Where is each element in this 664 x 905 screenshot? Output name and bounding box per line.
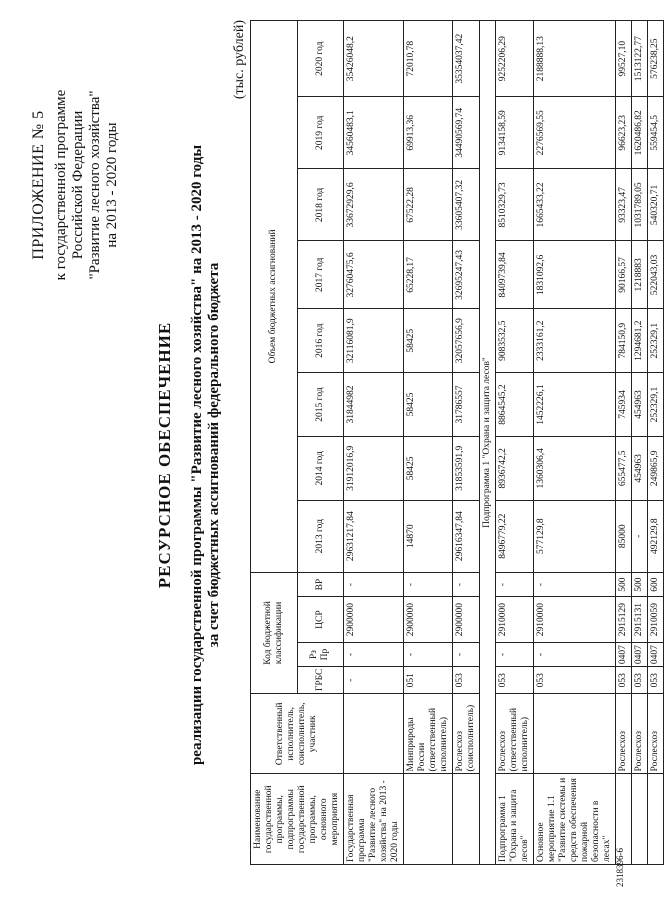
grbs-cell: 053	[632, 667, 648, 694]
amount-cell: 1831092,6	[534, 241, 616, 309]
table-row	[453, 21, 480, 865]
amount-cell: 492129,8	[648, 500, 664, 572]
header-year: 2019 год	[297, 97, 344, 169]
amount-cell: 8936742,2	[496, 436, 534, 500]
header-grbs: ГРБС	[297, 667, 344, 694]
csr-cell: 2910000	[496, 597, 534, 642]
grbs-cell: 053	[453, 667, 480, 694]
executor-cell: Минприроды России (ответственный исполнитель)	[404, 694, 453, 774]
amount-cell: 784150,9	[616, 309, 632, 373]
header-year: 2015 год	[297, 373, 344, 437]
table-row	[344, 21, 404, 865]
amount-cell: 576238,25	[648, 21, 664, 97]
header-year: 2020 год	[297, 21, 344, 97]
amount-cell: 32116081,9	[344, 309, 404, 373]
amount-cell: 33605407,32	[453, 169, 480, 241]
grbs-cell: 053	[534, 667, 616, 694]
amount-cell: 31844982	[344, 373, 404, 437]
vr-cell: -	[453, 572, 480, 597]
amount-cell: 31853591,9	[453, 436, 480, 500]
document-title: РЕСУРСНОЕ ОБЕСПЕЧЕНИЕ	[155, 321, 174, 589]
vr-cell: -	[344, 572, 404, 597]
amount-cell: 2333161,2	[534, 309, 616, 373]
header-name: Наименование государственной программы, подпрограммы государственной программы, основного мероприятия	[251, 774, 344, 865]
header-amount-group: Объем бюджетных ассигнований	[251, 21, 298, 573]
amount-cell: 99527,10	[616, 21, 632, 97]
grbs-cell: 051	[404, 667, 453, 694]
name-cell: Подпрограмма 1 "Охрана и защита лесов"	[496, 774, 534, 865]
amount-cell: 32760475,6	[344, 241, 404, 309]
vr-cell: 600	[648, 572, 664, 597]
amount-cell: 35426048,2	[344, 21, 404, 97]
amount-cell: 1031789,05	[632, 169, 648, 241]
amount-cell: 1452226,1	[534, 373, 616, 437]
vr-cell: 500	[616, 572, 632, 597]
header-year: 2017 год	[297, 241, 344, 309]
table-row	[616, 21, 632, 865]
amount-cell: 31912016,9	[344, 436, 404, 500]
resource-table	[250, 20, 664, 865]
amount-cell: 252329,1	[648, 309, 664, 373]
rzpr-cell: -	[496, 642, 534, 667]
header-year: 2014 год	[297, 436, 344, 500]
amount-cell: 58425	[404, 309, 453, 373]
amount-cell: 522043,03	[648, 241, 664, 309]
grbs-cell: 053	[496, 667, 534, 694]
document-subtitle	[189, 125, 223, 785]
csr-cell: 2900000	[344, 597, 404, 642]
amount-cell: 31786557	[453, 373, 480, 437]
appendix-line: "Развитие лесного хозяйства"	[87, 90, 103, 280]
appendix-line: к государственной программе	[53, 89, 69, 281]
amount-cell: 1218883	[632, 241, 648, 309]
amount-cell: 69913,36	[404, 97, 453, 169]
table-row	[632, 21, 648, 865]
amount-cell: 34490569,74	[453, 97, 480, 169]
executor-cell: Рослесхоз (ответственный исполнитель)	[496, 694, 534, 774]
header-csr: ЦСР	[297, 597, 344, 642]
amount-cell: 540320,71	[648, 169, 664, 241]
amount-cell: 1360306,4	[534, 436, 616, 500]
csr-cell: 2915131	[632, 597, 648, 642]
executor-cell: Рослесхоз	[648, 694, 664, 774]
appendix-line: на 2013 - 2020 годы	[104, 122, 120, 248]
document-title-block	[155, 125, 223, 785]
csr-cell: 2910059	[648, 597, 664, 642]
amount-cell: 8409739,84	[496, 241, 534, 309]
amount-cell: 14870	[404, 500, 453, 572]
name-cell	[404, 774, 453, 865]
name-cell	[648, 774, 664, 865]
header-year: 2016 год	[297, 309, 344, 373]
name-cell: Основное мероприятие 1.1 "Развитие системы и средств обеспечения пожарной безопасности в лесах"	[534, 774, 616, 865]
table-row	[534, 21, 616, 865]
amount-cell: 32057656,9	[453, 309, 480, 373]
subtitle-line-2: за счет бюджетных ассигнований федерального бюджета	[206, 262, 222, 648]
amount-cell: 1513122,77	[632, 21, 648, 97]
executor-cell: Рослесхоз (соисполнитель)	[453, 694, 480, 774]
amount-cell: 1294681,2	[632, 309, 648, 373]
amount-cell: 58425	[404, 436, 453, 500]
amount-cell: 29631217,84	[344, 500, 404, 572]
table-row	[648, 21, 664, 865]
amount-cell: 2276569,55	[534, 97, 616, 169]
amount-cell: 745934	[616, 373, 632, 437]
name-cell: Государственная программа "Развитие лесного хозяйства" на 2013 - 2020 годы	[344, 774, 404, 865]
executor-cell	[344, 694, 404, 774]
amount-cell: 559454,5	[648, 97, 664, 169]
appendix-line: Российской Федерации	[70, 110, 86, 260]
executor-cell: Рослесхоз	[616, 694, 632, 774]
vr-cell: 500	[632, 572, 648, 597]
amount-cell: 67522,28	[404, 169, 453, 241]
units-label: (тыс. рублей)	[232, 20, 247, 100]
amount-cell: 85000	[616, 500, 632, 572]
amount-cell: 454963	[632, 436, 648, 500]
rzpr-cell: -	[534, 642, 616, 667]
table-body	[344, 21, 664, 865]
amount-cell: 72010,78	[404, 21, 453, 97]
amount-cell: 2188888,13	[534, 21, 616, 97]
name-cell	[453, 774, 480, 865]
amount-cell: 9083532,5	[496, 309, 534, 373]
table-row	[404, 21, 453, 865]
subprogram-row	[480, 21, 496, 865]
vr-cell: -	[404, 572, 453, 597]
amount-cell: 35354037,42	[453, 21, 480, 97]
header-year: 2013 год	[297, 500, 344, 572]
table-row	[496, 21, 534, 865]
subtitle-line-1: реализации государственной программы "Развитие лесного хозяйства" на 2013 - 2020 годы	[189, 144, 205, 766]
amount-cell: 9134158,59	[496, 97, 534, 169]
amount-cell: 93323,47	[616, 169, 632, 241]
executor-cell: Рослесхоз	[632, 694, 648, 774]
header-code-group: Код бюджетной классификации	[251, 572, 298, 693]
amount-cell: 29616347,84	[453, 500, 480, 572]
appendix-number: ПРИЛОЖЕНИЕ № 5	[30, 110, 47, 260]
csr-cell: 2915129	[616, 597, 632, 642]
amount-cell: 9252206,29	[496, 21, 534, 97]
amount-cell: 8510329,73	[496, 169, 534, 241]
vr-cell: -	[534, 572, 616, 597]
header-rzpr: Рз Пр	[297, 642, 344, 667]
rzpr-cell: 0407	[648, 642, 664, 667]
executor-cell	[534, 694, 616, 774]
amount-cell: 96623,23	[616, 97, 632, 169]
amount-cell: 58425	[404, 373, 453, 437]
footer-code: 2318396-6	[615, 848, 625, 887]
appendix-header	[30, 25, 121, 345]
amount-cell: 33672929,6	[344, 169, 404, 241]
rzpr-cell: -	[344, 642, 404, 667]
name-cell	[632, 774, 648, 865]
table-header-row	[251, 21, 298, 865]
header-vr: ВР	[297, 572, 344, 597]
amount-cell: 249865,9	[648, 436, 664, 500]
amount-cell: 34560483,1	[344, 97, 404, 169]
header-year: 2018 год	[297, 169, 344, 241]
header-executor: Ответственный исполнитель, соисполнитель, участник	[251, 694, 344, 774]
grbs-cell: 053	[648, 667, 664, 694]
amount-cell: 454963	[632, 373, 648, 437]
amount-cell: 1620486,82	[632, 97, 648, 169]
amount-cell: 32695247,43	[453, 241, 480, 309]
grbs-cell: 053	[616, 667, 632, 694]
subprogram-title: Подпрограмма 1 "Охрана и защита лесов"	[480, 21, 496, 865]
rzpr-cell: 0407	[616, 642, 632, 667]
csr-cell: 2900000	[404, 597, 453, 642]
amount-cell: 90166,57	[616, 241, 632, 309]
csr-cell: 2900000	[453, 597, 480, 642]
amount-cell: 8864545,2	[496, 373, 534, 437]
amount-cell: 8496779,22	[496, 500, 534, 572]
vr-cell: -	[496, 572, 534, 597]
csr-cell: 2910000	[534, 597, 616, 642]
rzpr-cell: -	[404, 642, 453, 667]
amount-cell: -	[632, 500, 648, 572]
amount-cell: 65228,17	[404, 241, 453, 309]
amount-cell: 577129,8	[534, 500, 616, 572]
amount-cell: 655477,5	[616, 436, 632, 500]
grbs-cell: -	[344, 667, 404, 694]
amount-cell: 1665433,22	[534, 169, 616, 241]
rzpr-cell: 0407	[632, 642, 648, 667]
rzpr-cell: -	[453, 642, 480, 667]
amount-cell: 252329,1	[648, 373, 664, 437]
